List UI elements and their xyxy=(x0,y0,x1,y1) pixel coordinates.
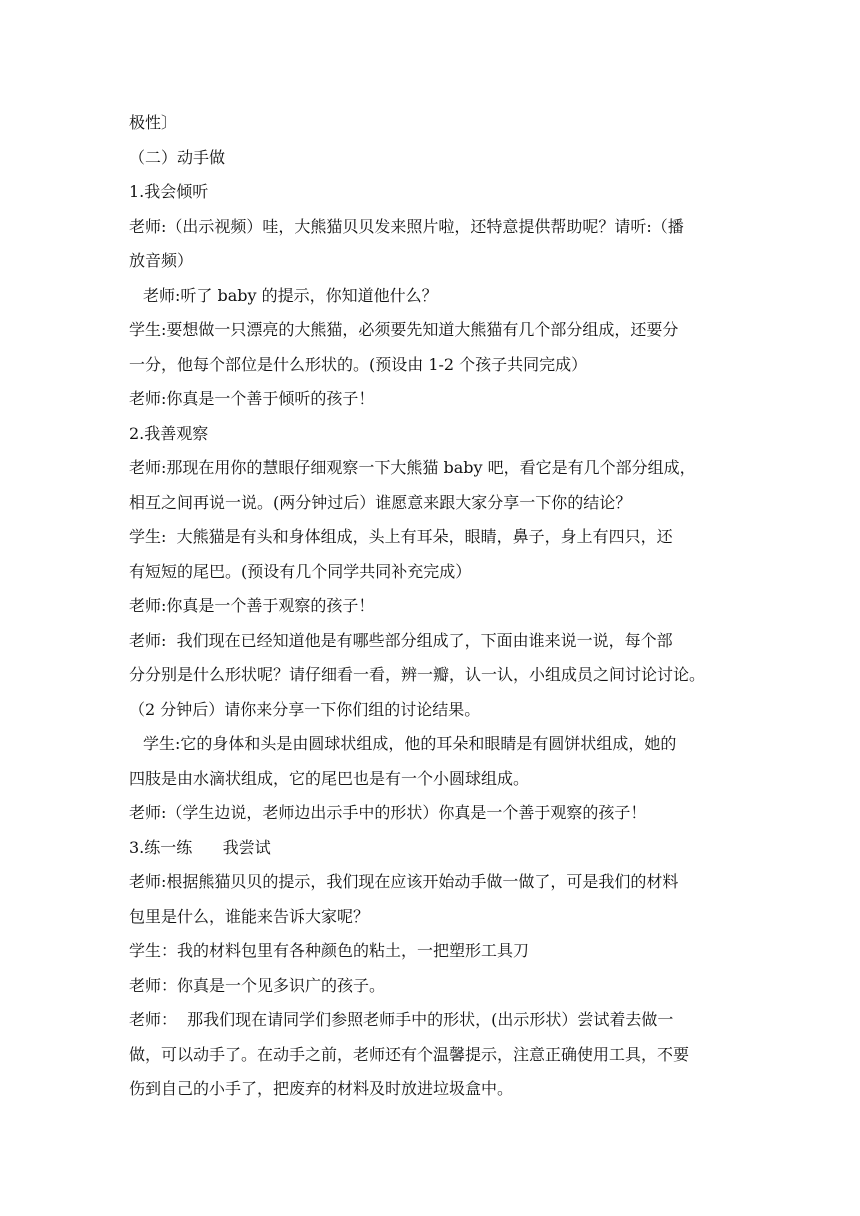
section-heading: （二）动手做 xyxy=(129,147,226,167)
text-line: 相互之间再说一说。(两分钟过后）谁愿意来跟大家分享一下你的结论？ xyxy=(129,492,632,512)
text-line: 老师:你真是一个善于观察的孩子！ xyxy=(129,596,375,615)
subsection-heading: 3.练一练 我尝试 xyxy=(129,837,271,857)
text-line: 一分，他每个部位是什么形状的。(预设由 1-2 个孩子共同完成） xyxy=(129,354,588,374)
text-line: 做，可以动手了。在动手之前，老师还有个温馨提示，注意正确使用工具，不要 xyxy=(129,1044,690,1064)
text-line: 老师：你真是一个见多识广的孩子。 xyxy=(129,975,386,995)
text-line: 老师:那现在用你的慧眼仔细观察一下大熊猫 baby 吧，看它是有几个部分组成， xyxy=(129,458,696,477)
text-line: 极性〕 xyxy=(129,113,178,132)
text-line: 放音频） xyxy=(129,251,194,270)
document-page xyxy=(129,106,739,1107)
text-line: 四肢是由水滴状组成，它的尾巴也是有一个小圆球组成。 xyxy=(129,768,530,788)
text-line: 老师: 我们现在已经知道他是有哪些部分组成了，下面由谁来说一说，每个部 xyxy=(129,630,673,650)
text-line: 老师:根据熊猫贝贝的提示，我们现在应该开始动手做一做了，可是我们的材料 xyxy=(129,872,679,891)
text-line: 老师： 那我们现在请同学们参照老师手中的形状，(出示形状）尝试着去做一 xyxy=(129,1010,674,1029)
text-line: 学生：我的材料包里有各种颜色的粘土，一把塑形工具刀 xyxy=(129,941,530,960)
text-line: 学生: 大熊猫是有头和身体组成，头上有耳朵，眼睛，鼻子，身上有四只，还 xyxy=(129,527,673,546)
text-line: 学生:要想做一只漂亮的大熊猫，必须要先知道大熊猫有几个部分组成，还要分 xyxy=(129,320,679,339)
text-line: 有短短的尾巴。(预设有几个同学共同补充完成） xyxy=(129,561,472,581)
text-line: 学生:它的身体和头是由圆球状组成，他的耳朵和眼睛是有圆饼状组成，她的 xyxy=(143,734,677,753)
subsection-heading: 2.我善观察 xyxy=(129,423,209,443)
text-line: （2 分钟后）请你来分享一下你们组的讨论结果。 xyxy=(129,699,481,719)
text-line: 分分别是什么形状呢？请仔细看一看，辨一瓣，认一认，小组成员之间讨论讨论。 xyxy=(129,665,706,684)
text-line: 伤到自己的小手了，把废弃的材料及时放进垃圾盒中。 xyxy=(129,1079,514,1098)
text-line: 老师:你真是一个善于倾听的孩子！ xyxy=(129,389,375,408)
text-line: 包里是什么，谁能来告诉大家呢？ xyxy=(129,906,370,926)
subsection-heading: 1.我会倾听 xyxy=(129,182,209,201)
text-line: 老师:（出示视频）哇，大熊猫贝贝发来照片啦，还特意提供帮助呢？请听:（播 xyxy=(129,216,684,236)
text-line: 老师:听了 baby 的提示，你知道他什么？ xyxy=(143,285,438,305)
text-line: 老师:（学生边说，老师边出示手中的形状）你真是一个善于观察的孩子！ xyxy=(129,803,647,822)
